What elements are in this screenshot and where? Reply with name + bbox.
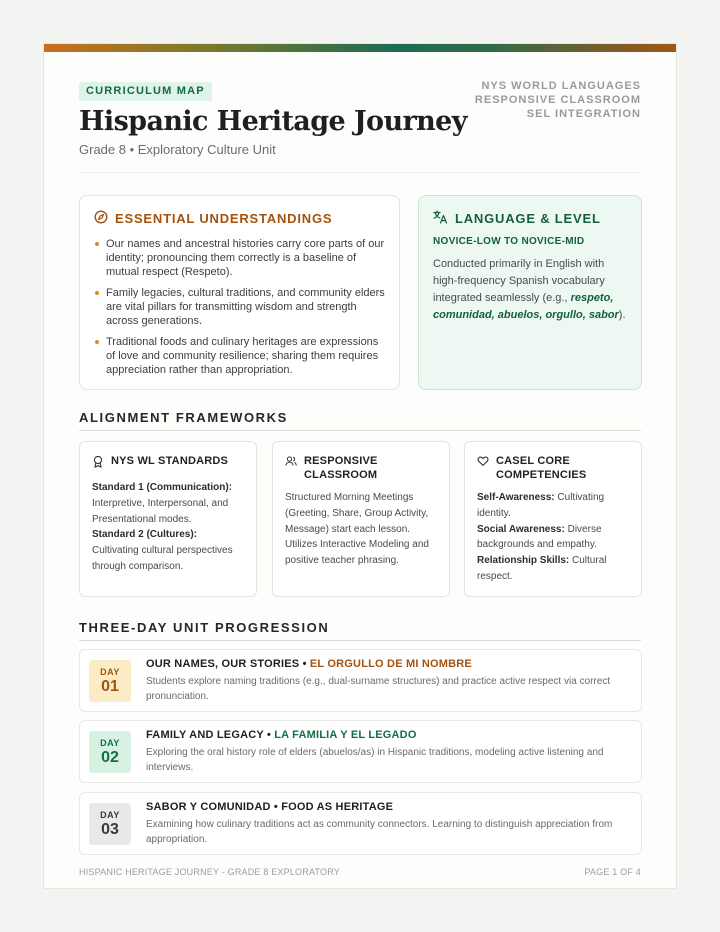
responsive-classroom-card (272, 441, 450, 597)
day-description: Students explore naming traditions (e.g., dual-surname structures) and practice active respect via correct pronunciation. (146, 676, 611, 702)
competency-label: Self-Awareness: (477, 492, 555, 503)
competency-text: Cultivating identity. (477, 492, 605, 519)
day-title-spanish: LA FAMILIA Y EL LEGADO (274, 729, 417, 741)
section-divider (79, 640, 641, 641)
day-row (79, 792, 642, 855)
day-number: 03 (101, 821, 119, 838)
language-level-heading (433, 210, 627, 227)
award-icon (92, 455, 104, 472)
compass-icon (94, 210, 108, 227)
nys-standards-heading (92, 454, 244, 472)
day-badge (89, 803, 131, 845)
day-number: 01 (101, 678, 119, 695)
day-content (146, 658, 631, 704)
day-content (146, 801, 631, 847)
day-badge (89, 731, 131, 773)
standard-label: Standard 1 (Communication): (92, 482, 233, 493)
casel-body (477, 490, 629, 585)
day-title (146, 729, 631, 741)
responsive-classroom-heading (285, 454, 437, 482)
casel-title: CASEL CORE COMPETENCIES (496, 455, 587, 481)
language-description-text: Conducted primarily in English with high-frequency Spanish vocabulary integrated seamlessly (e.g., (433, 258, 605, 304)
day-title-english: FOOD AS HERITAGE (281, 801, 394, 813)
day-title-text: FAMILY AND LEGACY • (146, 729, 275, 741)
responsive-classroom-body: Structured Morning Meetings (Greeting, Share, Group Activity, Message) start each lesson. Utilizes Interactive Modeling and positive teacher phrasing. (285, 492, 429, 567)
day-description: Exploring the oral history role of elders (abuelos/as) in Hispanic traditions, modeling active listening and interviews. (146, 747, 604, 773)
casel-card (464, 441, 642, 597)
proficiency-level: NOVICE-LOW TO NOVICE-MID (433, 236, 585, 247)
day-row (79, 720, 642, 783)
day-row (79, 649, 642, 712)
essential-understandings-heading (94, 210, 385, 227)
meta-line: RESPONSIVE CLASSROOM (474, 94, 641, 106)
page-footer (79, 867, 641, 877)
list-item: Family legacies, cultural traditions, and community elders are vital pillars for transmitting wisdom and strength across generations. (94, 286, 385, 328)
page-title: Hispanic Heritage Journey (79, 106, 467, 137)
day-badge (89, 660, 131, 702)
meta-line: NYS WORLD LANGUAGES (481, 80, 641, 92)
gradient-top-bar (44, 44, 676, 52)
footer-title: HISPANIC HERITAGE JOURNEY - GRADE 8 EXPLORATORY (79, 867, 340, 877)
standard-text: Interpretive, Interpersonal, and Presentational modes. (92, 497, 229, 525)
progression-section-title: THREE-DAY UNIT PROGRESSION (79, 620, 330, 635)
day-description: Examining how culinary traditions act as community connectors. Learning to distinguish appreciation from appropriation. (146, 819, 613, 845)
spanish-vocabulary: respeto, comunidad, abuelos, orgullo, sabor (433, 292, 619, 321)
nys-standards-body (92, 480, 244, 575)
standard-text: Cultivating cultural perspectives through comparison. (92, 545, 233, 572)
responsive-classroom-title: RESPONSIVE CLASSROOM (304, 455, 378, 481)
curriculum-tag: CURRICULUM MAP (79, 82, 212, 101)
meta-line: SEL INTEGRATION (526, 108, 641, 120)
language-level-card (418, 195, 642, 390)
users-icon (285, 455, 297, 471)
alignment-section-title: ALIGNMENT FRAMEWORKS (79, 410, 288, 425)
essential-understandings-list (94, 237, 385, 377)
day-title (146, 658, 631, 670)
day-title (146, 801, 631, 813)
language-description (433, 256, 627, 324)
translate-icon (433, 210, 448, 227)
day-content (146, 729, 631, 775)
nys-standards-card (79, 441, 257, 597)
page-subtitle: Grade 8 • Exploratory Culture Unit (79, 142, 276, 157)
document-page (43, 43, 677, 889)
list-item: Our names and ancestral histories carry core parts of our identity; pronouncing them correctly is a baseline of mutual respect (Respeto). (94, 237, 385, 279)
essential-understandings-title: ESSENTIAL UNDERSTANDINGS (115, 211, 333, 226)
day-label: DAY (100, 810, 120, 820)
list-item: Traditional foods and culinary heritages are expressions of love and community resilience; sharing them requires appreciation rather than appropriation. (94, 335, 385, 377)
page-number: PAGE 1 OF 4 (584, 867, 641, 877)
essential-understandings-card (79, 195, 400, 390)
day-title-text: OUR NAMES, OUR STORIES • (146, 658, 310, 670)
language-level-title: LANGUAGE & LEVEL (455, 211, 601, 226)
day-title-spanish: EL ORGULLO DE MI NOMBRE (309, 658, 472, 670)
competency-label: Social Awareness: (477, 523, 565, 535)
language-description-end: ). (618, 309, 626, 321)
competency-label: Relationship Skills: (477, 555, 570, 567)
nys-standards-title: NYS WL STANDARDS (111, 455, 229, 467)
day-number: 02 (101, 749, 119, 766)
day-label: DAY (100, 667, 120, 677)
day-label: DAY (100, 738, 120, 748)
header-meta (475, 79, 641, 121)
section-divider (79, 430, 641, 431)
competency-text: Diverse backgrounds and empathy. (477, 523, 602, 551)
day-title-text: SABOR Y COMUNIDAD • (146, 801, 282, 813)
competency-text: Cultural respect. (477, 555, 607, 582)
heart-icon (477, 455, 489, 471)
standard-label: Standard 2 (Cultures): (92, 529, 198, 541)
header-divider (79, 172, 641, 173)
casel-heading (477, 454, 629, 482)
